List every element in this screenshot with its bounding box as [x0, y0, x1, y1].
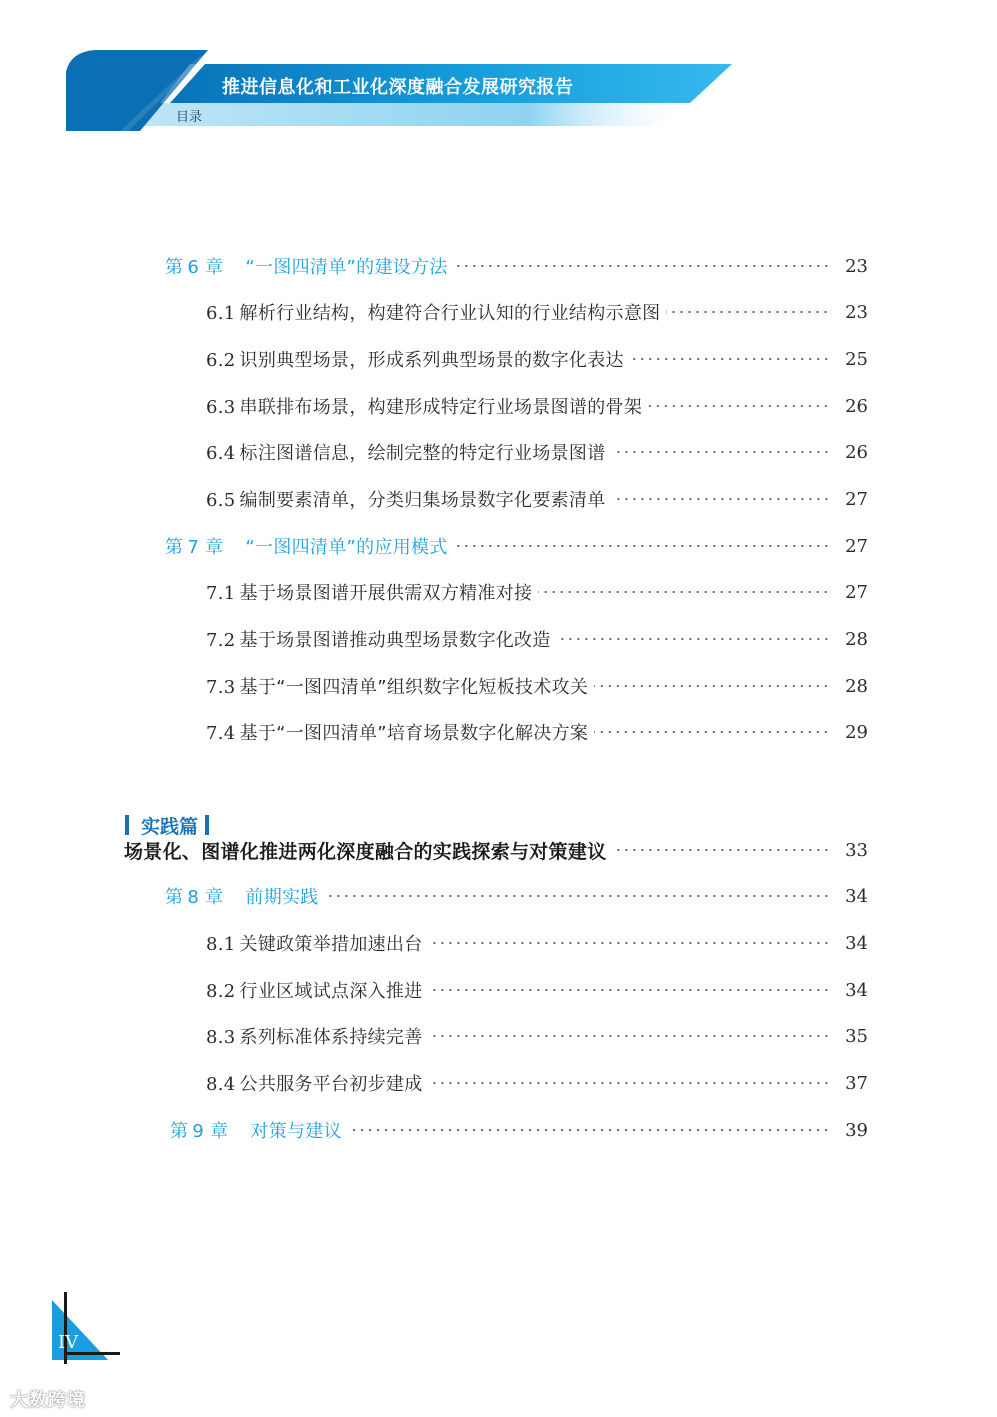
- toc-chapter-7[interactable]: [165, 533, 868, 559]
- section-number: 7.3: [206, 677, 236, 698]
- section-title: 关键政策举措加速出台: [239, 934, 423, 955]
- part-heading: [125, 812, 209, 838]
- chapter-title: “一图四清单”的建设方法: [245, 257, 448, 278]
- header-banner: [0, 0, 997, 140]
- page-number: 25: [845, 348, 868, 370]
- section-number: 8.3: [206, 1027, 236, 1048]
- section-number: 6.5: [206, 490, 236, 511]
- section-number: 8.2: [206, 981, 236, 1002]
- section-title: 基于场景图谱开展供需双方精准对接: [239, 583, 533, 604]
- page-number: 29: [845, 721, 868, 743]
- toc-section[interactable]: [206, 719, 868, 745]
- dot-leader: [429, 930, 830, 956]
- dot-leader: [454, 533, 830, 559]
- page-number: 39: [845, 1119, 868, 1141]
- dot-leader: [538, 579, 830, 605]
- section-title: 基于“一图四清单”组织数字化短板技术攻关: [239, 677, 589, 698]
- toc-section[interactable]: [206, 977, 868, 1003]
- section-title: 编制要素清单，分类归集场景数字化要素清单: [239, 490, 606, 511]
- chapter-label: 第 6 章 “一图四清单”的建设方法: [165, 257, 448, 278]
- dot-leader: [594, 673, 830, 699]
- page-number: 26: [845, 395, 868, 417]
- toc-section[interactable]: [206, 1070, 868, 1096]
- dot-leader: [429, 977, 830, 1003]
- section-title: 系列标准体系持续完善: [239, 1027, 423, 1048]
- section-number: 7.2: [206, 630, 236, 651]
- section-title: 基于“一图四清单”培育场景数字化解决方案: [239, 723, 589, 744]
- toc-section[interactable]: [206, 930, 868, 956]
- toc-section[interactable]: [206, 486, 868, 512]
- toc-section[interactable]: [206, 299, 868, 325]
- dot-leader: [348, 1117, 830, 1143]
- section-number: 7.1: [206, 583, 236, 604]
- toc-chapter-9[interactable]: [170, 1117, 868, 1143]
- page-number: 27: [845, 535, 868, 557]
- dot-leader: [429, 1023, 830, 1049]
- part-name: 实践篇: [141, 815, 199, 838]
- dot-leader: [557, 626, 830, 652]
- watermark: 大数跨境: [10, 1390, 86, 1411]
- dot-leader: [666, 299, 830, 325]
- section-title: 行业区域试点深入推进: [239, 981, 423, 1002]
- part-bar-right: [205, 815, 209, 835]
- section-number: 8.1: [206, 934, 236, 955]
- page-number: 33: [845, 839, 868, 861]
- chapter-label: 第 9 章 对策与建议: [170, 1121, 342, 1142]
- section-number: 6.1: [206, 303, 236, 324]
- chapter-label: 第 8 章 前期实践: [165, 887, 319, 908]
- toc-section[interactable]: [206, 626, 868, 652]
- section-number: 6.4: [206, 443, 236, 464]
- part-bar-left: [125, 815, 129, 835]
- dot-leader: [612, 439, 830, 465]
- page-number: 28: [845, 675, 868, 697]
- page-number: 26: [845, 441, 868, 463]
- page-number: 35: [845, 1025, 868, 1047]
- toc-section[interactable]: [206, 579, 868, 605]
- chapter-title: 对策与建议: [250, 1121, 342, 1142]
- page-number: 23: [845, 301, 868, 323]
- dot-leader: [594, 719, 830, 745]
- page-number: 37: [845, 1072, 868, 1094]
- banner-graphic: [0, 0, 997, 140]
- section-number: 6.3: [206, 397, 236, 418]
- toc-section[interactable]: [206, 346, 868, 372]
- page-number-footer: IV: [58, 1332, 79, 1353]
- dot-leader: [429, 1070, 830, 1096]
- dot-leader: [454, 253, 830, 279]
- toc-chapter-8[interactable]: [165, 883, 868, 909]
- section-title: 解析行业结构，构建符合行业认知的行业结构示意图: [239, 303, 661, 324]
- toc-section[interactable]: [206, 393, 868, 419]
- page-number: 27: [845, 581, 868, 603]
- page-number: 27: [845, 488, 868, 510]
- dot-leader: [613, 837, 830, 863]
- toc-section[interactable]: [206, 439, 868, 465]
- page-number: 28: [845, 628, 868, 650]
- dot-leader: [630, 346, 830, 372]
- footer-corner-graphic: [0, 1280, 140, 1370]
- section-title: 串联排布场景，构建形成特定行业场景图谱的骨架: [239, 397, 643, 418]
- toc-part-entry[interactable]: [124, 837, 868, 863]
- chapter-title: 前期实践: [245, 887, 319, 908]
- toc-chapter-6[interactable]: [165, 253, 868, 279]
- section-label: 目录: [176, 110, 203, 125]
- section-title: 识别典型场景，形成系列典型场景的数字化表达: [239, 350, 624, 371]
- chapter-label: 第 7 章 “一图四清单”的应用模式: [165, 537, 448, 558]
- corner-triangle: [0, 1280, 140, 1370]
- page-number: 34: [845, 979, 868, 1001]
- page-number: 34: [845, 932, 868, 954]
- report-title: 推进信息化和工业化深度融合发展研究报告: [222, 77, 574, 98]
- part-title: 场景化、图谱化推进两化深度融合的实践探索与对策建议: [124, 840, 607, 863]
- section-title: 标注图谱信息，绘制完整的特定行业场景图谱: [239, 443, 606, 464]
- dot-leader: [648, 393, 830, 419]
- section-title: 基于场景图谱推动典型场景数字化改造: [239, 630, 551, 651]
- toc-section[interactable]: [206, 1023, 868, 1049]
- section-number: 7.4: [206, 723, 236, 744]
- chapter-title: “一图四清单”的应用模式: [245, 537, 448, 558]
- page-number: 23: [845, 255, 868, 277]
- section-number: 6.2: [206, 350, 236, 371]
- page-number: 34: [845, 885, 868, 907]
- toc-section[interactable]: [206, 673, 868, 699]
- dot-leader: [325, 883, 830, 909]
- section-number: 8.4: [206, 1074, 236, 1095]
- section-title: 公共服务平台初步建成: [239, 1074, 423, 1095]
- dot-leader: [612, 486, 830, 512]
